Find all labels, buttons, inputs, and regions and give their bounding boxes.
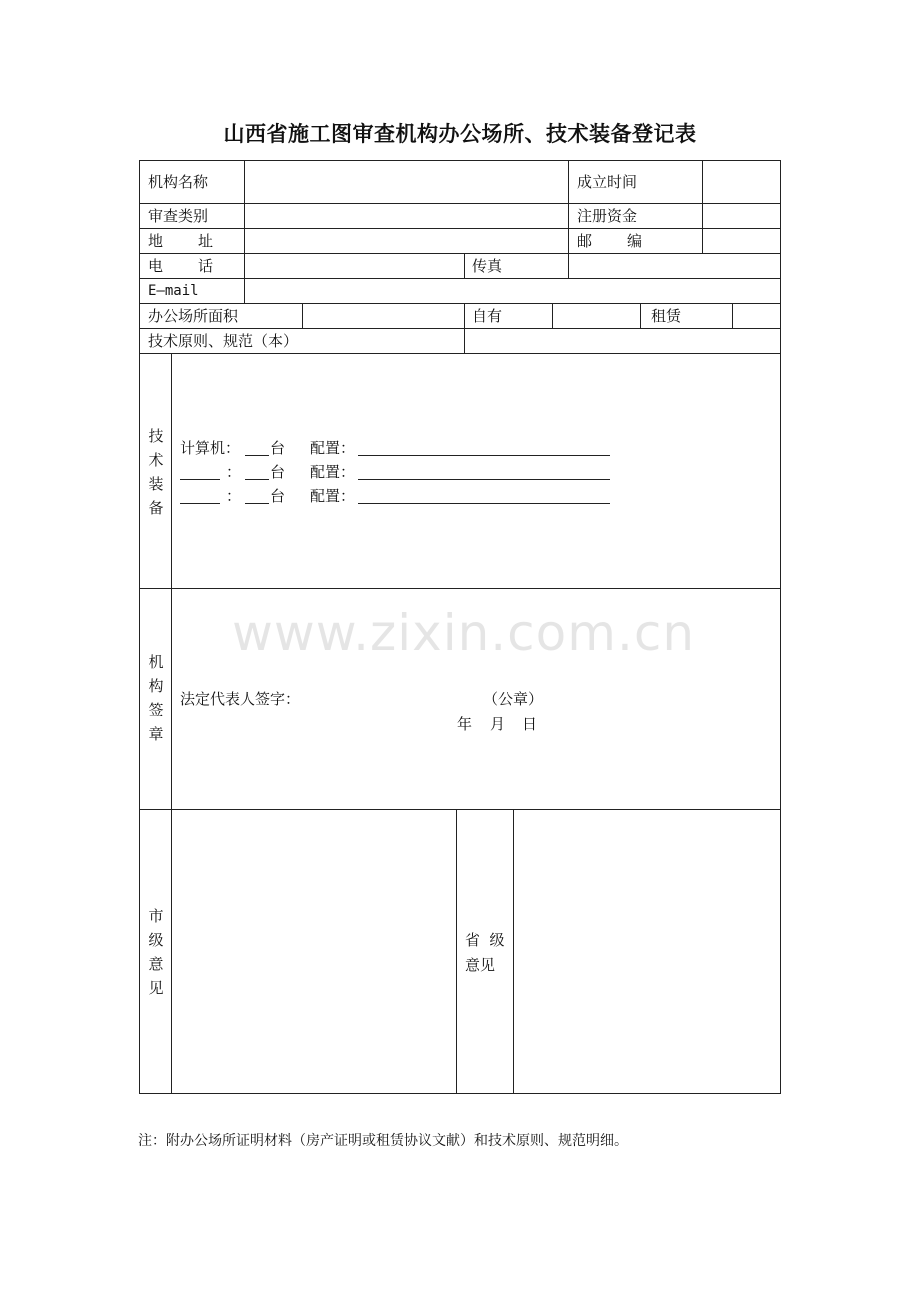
review-category-label: 审查类别 bbox=[148, 207, 209, 225]
colon-label: ： bbox=[226, 463, 242, 481]
column-divider bbox=[702, 160, 703, 253]
office-area-label: 办公场所面积 bbox=[148, 307, 239, 325]
email-field[interactable] bbox=[246, 280, 779, 302]
watermark: www.zixin.com.cn bbox=[232, 604, 696, 662]
leased-field[interactable] bbox=[734, 305, 779, 327]
fax-field[interactable] bbox=[570, 255, 779, 277]
standards-label: 技术原则、规范（本） bbox=[148, 332, 299, 350]
review-category-field[interactable] bbox=[246, 205, 566, 227]
column-divider bbox=[244, 278, 245, 303]
standards-field[interactable] bbox=[466, 330, 779, 352]
equipment-name-blank[interactable] bbox=[180, 479, 220, 480]
province-opinion-label-1: 省 级 bbox=[465, 931, 505, 949]
column-divider bbox=[244, 253, 245, 278]
org-name-field[interactable] bbox=[246, 162, 566, 202]
column-divider bbox=[513, 809, 514, 1094]
row-divider bbox=[139, 353, 781, 354]
city-opinion-side-label bbox=[140, 904, 172, 1000]
signature-side-label bbox=[140, 650, 172, 746]
official-seal-label: （公章） bbox=[483, 690, 544, 708]
row-divider bbox=[139, 588, 781, 589]
row-divider bbox=[139, 809, 781, 810]
owned-label: 自有 bbox=[472, 307, 503, 325]
row-divider bbox=[139, 203, 781, 204]
unit-label: 台 bbox=[270, 463, 286, 481]
date-year-label: 年 bbox=[457, 715, 473, 733]
computer-config-blank[interactable] bbox=[358, 455, 610, 456]
equipment-count-blank[interactable] bbox=[245, 503, 269, 504]
date-month-label: 月 bbox=[490, 715, 506, 733]
config-label: 配置： bbox=[310, 463, 356, 481]
config-label: 配置： bbox=[310, 439, 356, 457]
row-divider bbox=[139, 228, 781, 229]
column-divider bbox=[464, 328, 465, 353]
column-divider bbox=[732, 303, 733, 328]
row-divider bbox=[139, 328, 781, 329]
phone-label-1: 电 bbox=[148, 257, 164, 275]
office-area-field[interactable] bbox=[304, 305, 462, 327]
column-divider bbox=[456, 809, 457, 1094]
date-day-label: 日 bbox=[522, 715, 538, 733]
computer-label: 计算机： bbox=[180, 439, 241, 457]
postcode-label-1: 邮 bbox=[577, 232, 593, 250]
equipment-config-blank[interactable] bbox=[358, 479, 610, 480]
postcode-field[interactable] bbox=[704, 230, 779, 252]
config-label: 配置： bbox=[310, 487, 356, 505]
row-divider bbox=[139, 278, 781, 279]
founded-label: 成立时间 bbox=[577, 173, 638, 191]
form-title: 山西省施工图审查机构办公场所、技术装备登记表 bbox=[223, 121, 697, 146]
city-opinion-char: 意 bbox=[148, 955, 164, 973]
province-opinion-label-2: 意见 bbox=[465, 956, 496, 974]
email-label: E—mail bbox=[148, 283, 199, 299]
phone-label-2: 话 bbox=[198, 257, 214, 275]
legal-rep-signature-label: 法定代表人签字： bbox=[180, 690, 301, 708]
owned-field[interactable] bbox=[554, 305, 638, 327]
equipment-config-blank[interactable] bbox=[358, 503, 610, 504]
registered-capital-field[interactable] bbox=[704, 205, 779, 227]
city-opinion-char: 市 bbox=[148, 907, 164, 925]
equipment-side-char: 术 bbox=[148, 451, 164, 469]
fax-label: 传真 bbox=[472, 257, 503, 275]
unit-label: 台 bbox=[270, 487, 286, 505]
founded-field[interactable] bbox=[704, 162, 779, 202]
city-opinion-char: 级 bbox=[148, 931, 164, 949]
footnote: 注：附办公场所证明材料（房产证明或租赁协议文献）和技术原则、规范明细。 bbox=[138, 1133, 628, 1149]
phone-field[interactable] bbox=[246, 255, 462, 277]
row-divider bbox=[139, 303, 781, 304]
column-divider bbox=[568, 160, 569, 253]
signature-side-char: 构 bbox=[148, 677, 164, 695]
equipment-side-char: 装 bbox=[148, 475, 164, 493]
column-divider bbox=[464, 303, 465, 328]
address-label-1: 地 bbox=[148, 232, 164, 250]
province-opinion-field[interactable] bbox=[515, 811, 779, 1092]
leased-label: 租赁 bbox=[651, 307, 682, 325]
column-divider bbox=[568, 253, 569, 278]
column-divider bbox=[640, 303, 641, 328]
signature-side-char: 机 bbox=[148, 653, 164, 671]
address-label-2: 址 bbox=[198, 232, 214, 250]
column-divider bbox=[464, 253, 465, 278]
equipment-name-blank[interactable] bbox=[180, 503, 220, 504]
equipment-side-char: 技 bbox=[148, 427, 164, 445]
column-divider bbox=[244, 160, 245, 253]
signature-side-char: 签 bbox=[148, 701, 164, 719]
signature-side-char: 章 bbox=[148, 725, 164, 743]
city-opinion-field[interactable] bbox=[173, 811, 455, 1092]
registered-capital-label: 注册资金 bbox=[577, 207, 638, 225]
address-field[interactable] bbox=[246, 230, 566, 252]
equipment-side-char: 备 bbox=[148, 499, 164, 517]
column-divider bbox=[552, 303, 553, 328]
column-divider bbox=[302, 303, 303, 328]
colon-label: ： bbox=[226, 487, 242, 505]
city-opinion-char: 见 bbox=[148, 979, 164, 997]
postcode-label-2: 编 bbox=[627, 232, 643, 250]
computer-count-blank[interactable] bbox=[245, 455, 269, 456]
equipment-count-blank[interactable] bbox=[245, 479, 269, 480]
org-name-label: 机构名称 bbox=[148, 173, 209, 191]
unit-label: 台 bbox=[270, 439, 286, 457]
equipment-side-label bbox=[140, 424, 172, 520]
row-divider bbox=[139, 253, 781, 254]
